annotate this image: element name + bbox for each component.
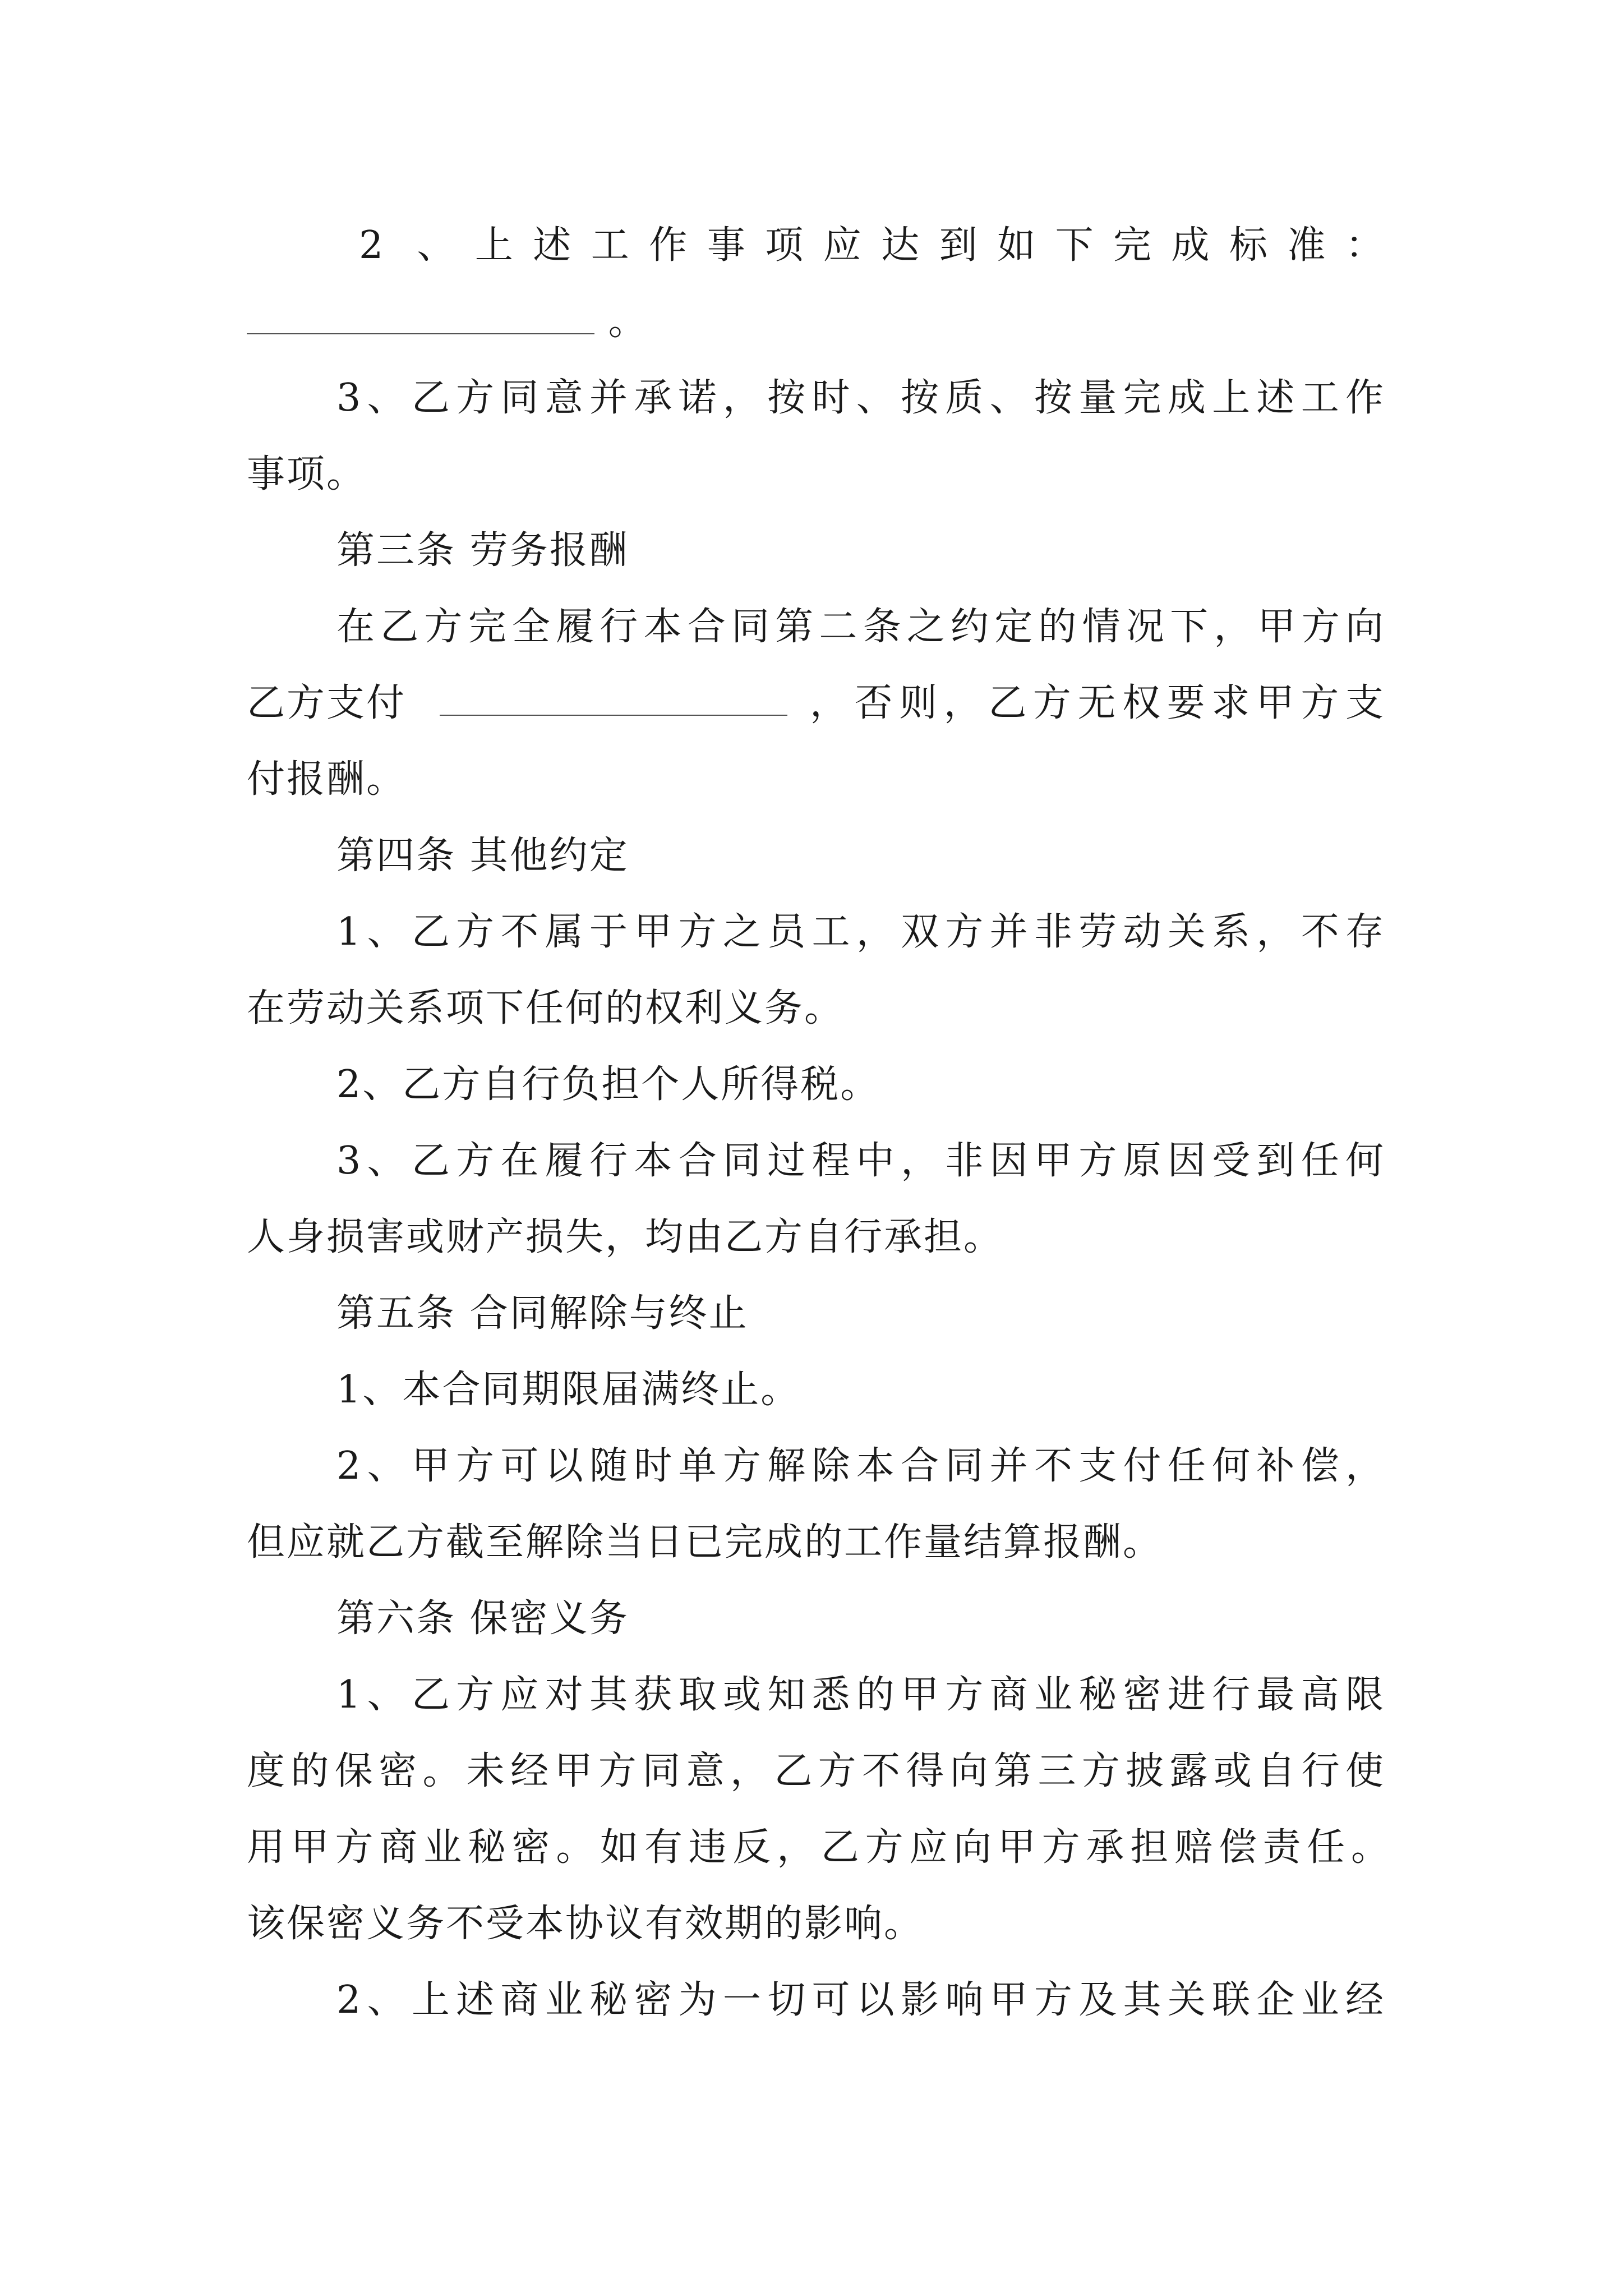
paragraph-line: 人身损害或财产损失，均由乙方自行承担。 — [247, 1215, 1004, 1259]
paragraph-line: 1、乙方应对其获取或知悉的甲方商业秘密进行最高限 — [336, 1673, 1385, 1717]
paragraph-line: 1、本合同期限届满终止。 — [336, 1368, 801, 1412]
paragraph-line: 但应就乙方截至解除当日已完成的工作量结算报酬。 — [247, 1520, 1163, 1565]
paragraph-line: 该保密义务不受本协议有效期的影响。 — [247, 1902, 924, 1946]
paragraph-line: 2、上述商业秘密为一切可以影响甲方及其关联企业经 — [336, 1978, 1385, 2022]
section-heading: 第三条 劳务报酬 — [336, 528, 629, 573]
text-fragment: 乙方支付 — [247, 681, 407, 725]
section-heading: 第六条 保密义务 — [336, 1596, 629, 1641]
paragraph-line: 2 、上述工作事项应达到如下完成标准： — [359, 223, 1385, 268]
paragraph-line: 2、乙方自行负担个人所得税。 — [336, 1062, 880, 1107]
paragraph-line: 3、乙方同意并承诺，按时、按质、按量完成上述工作 — [336, 376, 1385, 420]
paragraph-line: 付报酬。 — [247, 757, 407, 802]
paragraph-line — [247, 300, 648, 344]
paragraph-line: 2、甲方可以随时单方解除本合同并不支付任何补偿， — [336, 1444, 1385, 1488]
section-heading: 第四条 其他约定 — [336, 834, 629, 878]
paragraph-line: 在劳动关系项下任何的权利义务。 — [247, 986, 845, 1030]
fill-in-blank — [440, 682, 787, 716]
paragraph-line: 度的保密。未经甲方同意，乙方不得向第三方披露或自行使 — [247, 1749, 1385, 1793]
text-fragment: 。 — [608, 300, 648, 344]
paragraph-line: 用甲方商业秘密。如有违反，乙方应向甲方承担赔偿责任。 — [247, 1825, 1391, 1870]
paragraph-line: 1、乙方不属于甲方之员工，双方并非劳动关系，不存 — [336, 910, 1385, 954]
text-fragment: ，否则，乙方无权要求甲方支 — [810, 681, 1385, 725]
paragraph-line: 3、乙方在履行本合同过程中，非因甲方原因受到任何 — [336, 1139, 1385, 1183]
paragraph-line: 在乙方完全履行本合同第二条之约定的情况下，甲方向 — [336, 605, 1385, 649]
paragraph-line — [247, 681, 1385, 726]
section-heading: 第五条 合同解除与终止 — [336, 1291, 749, 1336]
paragraph-line: 事项。 — [247, 452, 367, 496]
fill-in-blank — [247, 301, 594, 334]
